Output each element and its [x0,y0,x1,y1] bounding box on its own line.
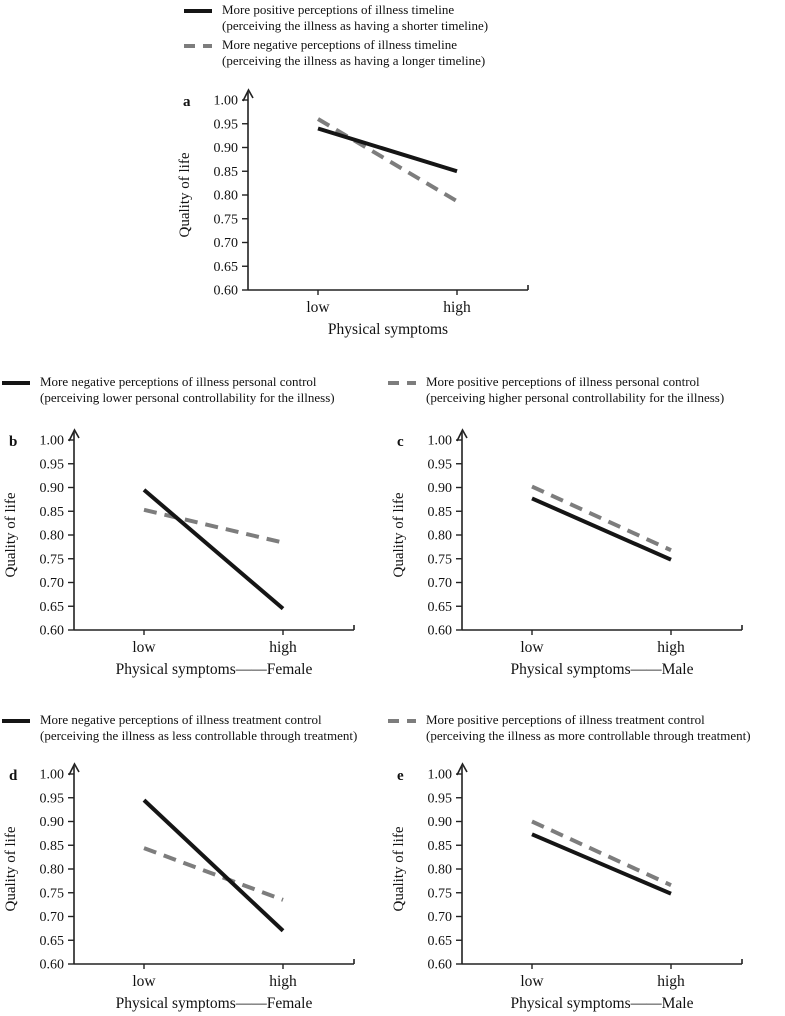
legend-label: More negative perceptions of illness treatment control [40,712,322,727]
y-tick-label: 0.90 [39,815,64,830]
y-tick-label: 0.90 [213,141,238,156]
y-tick-label: 0.65 [39,599,64,615]
y-tick-label: 0.85 [427,838,452,854]
series-line-solid [318,129,457,172]
legend-personal-control-negative [2,374,335,406]
legend-item-positive-treatment-control [388,712,751,744]
panel-label: d [9,768,18,784]
y-tick-label: 0.95 [39,791,64,807]
x-axis-label: Physical symptoms——Male [510,661,694,678]
legend-item-negative-timeline [184,37,488,69]
series-line-dashed [532,487,671,551]
y-tick-label: 0.75 [39,552,64,568]
x-axis-label: Physical symptoms——Female [115,661,313,678]
y-axis-label: Quality of life [177,152,193,238]
y-tick-label: 0.95 [213,117,238,133]
x-axis-label: Physical symptoms——Female [115,995,313,1012]
chart-panel-d [0,758,390,1016]
series-line-solid [144,800,283,931]
panel-label: a [183,94,191,110]
y-tick-label: 0.75 [213,212,238,228]
y-tick-label: 0.70 [427,910,452,925]
y-tick-label: 0.60 [39,957,64,973]
series-line-solid [144,490,283,609]
y-axis-label: Quality of life [391,492,407,578]
y-tick-label: 0.75 [39,886,64,902]
y-tick-label: 0.90 [427,481,452,496]
y-tick-label: 0.80 [39,528,64,544]
y-tick-label: 0.60 [427,623,452,639]
legend-label: More negative perceptions of illness personal control [40,374,317,389]
legend-sublabel: (perceiving lower personal controllability for the illness) [40,390,335,405]
panel-label: e [397,768,404,784]
solid-line-swatch [2,719,30,723]
series-line-dashed [144,510,283,543]
x-axis-label: Physical symptoms——Male [510,995,694,1012]
dashed-line-swatch [184,44,212,48]
series-line-dashed [144,848,283,900]
legend-label: More positive perceptions of illness treatment control [426,712,705,727]
chart-panel-e [388,758,785,1016]
chart-panel-b [0,424,390,682]
category-label: low [520,973,544,990]
chart-panel-c [388,424,785,682]
legend-label: More positive perceptions of illness timeline [222,2,455,17]
category-label: low [132,639,156,656]
category-label: high [269,639,297,656]
y-tick-label: 0.80 [427,862,452,878]
legend-item-positive-personal-control [388,374,724,406]
y-axis-label: Quality of life [3,826,19,912]
legend-item-negative-personal-control [2,374,335,406]
y-tick-label: 0.70 [39,576,64,591]
y-tick-label: 0.80 [39,862,64,878]
series-line-dashed [318,119,457,201]
y-tick-label: 0.95 [427,457,452,473]
y-tick-label: 0.85 [39,838,64,854]
legend-item-negative-treatment-control [2,712,357,744]
y-tick-label: 1.00 [213,93,238,109]
y-tick-label: 0.65 [427,599,452,615]
y-tick-label: 0.85 [213,164,238,180]
legend-sublabel: (perceiving the illness as less controllable through treatment) [40,728,358,743]
solid-line-swatch [2,381,30,385]
y-tick-label: 0.70 [39,910,64,925]
y-tick-label: 0.90 [427,815,452,830]
y-tick-label: 1.00 [427,767,452,783]
dashed-line-swatch [388,719,416,723]
legend-treatment-control-negative [2,712,357,744]
y-tick-label: 0.65 [427,933,452,949]
series-line-solid [532,498,671,559]
legend-treatment-control-positive [388,712,751,744]
y-tick-label: 0.75 [427,886,452,902]
y-tick-label: 0.95 [39,457,64,473]
chart-panel-a [174,84,574,342]
y-axis-label: Quality of life [391,826,407,912]
legend-personal-control-positive [388,374,724,406]
category-label: low [306,299,330,316]
y-tick-label: 1.00 [427,433,452,449]
category-label: low [520,639,544,656]
category-label: high [269,973,297,990]
solid-line-swatch [184,9,212,13]
panel-label: b [9,434,18,450]
category-label: high [657,639,685,656]
legend-sublabel: (perceiving the illness as having a longer timeline) [222,53,486,68]
legend-sublabel: (perceiving the illness as more controllable through treatment) [426,728,751,743]
legend-timeline [184,2,488,69]
y-axis-label: Quality of life [3,492,19,578]
panel-label: c [397,434,404,450]
y-tick-label: 0.80 [213,188,238,204]
category-label: high [443,299,471,316]
y-tick-label: 0.70 [427,576,452,591]
category-label: high [657,973,685,990]
y-tick-label: 0.90 [39,481,64,496]
y-tick-label: 0.95 [427,791,452,807]
y-tick-label: 0.85 [427,504,452,520]
y-tick-label: 0.70 [213,236,238,251]
legend-label: More positive perceptions of illness personal control [426,374,700,389]
y-tick-label: 1.00 [39,767,64,783]
y-tick-label: 0.60 [427,957,452,973]
y-tick-label: 0.60 [39,623,64,639]
legend-sublabel: (perceiving higher personal controllability for the illness) [426,390,725,405]
y-tick-label: 0.60 [213,283,238,299]
y-tick-label: 0.65 [39,933,64,949]
y-tick-label: 1.00 [39,433,64,449]
series-line-dashed [532,822,671,886]
y-tick-label: 0.80 [427,528,452,544]
category-label: low [132,973,156,990]
dashed-line-swatch [388,381,416,385]
legend-sublabel: (perceiving the illness as having a shorter timeline) [222,18,489,33]
x-axis-label: Physical symptoms [327,321,449,338]
y-tick-label: 0.75 [427,552,452,568]
legend-item-positive-timeline [184,2,488,34]
series-line-solid [532,834,671,893]
y-tick-label: 0.65 [213,259,238,275]
y-tick-label: 0.85 [39,504,64,520]
legend-label: More negative perceptions of illness timeline [222,37,458,52]
